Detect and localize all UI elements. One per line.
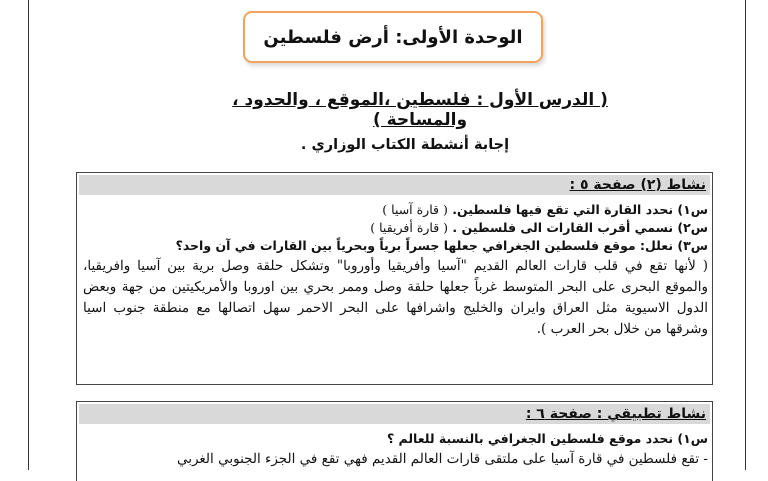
activity2-question-1: س١) نحدد موقع فلسطين الجغرافي بالنسبة للعالم ؟	[386, 431, 708, 446]
question-1	[83, 201, 708, 219]
unit-title-box	[243, 11, 543, 63]
question-2-text: س٢) نسمي أقرب القارات الى فلسطين .	[452, 220, 708, 235]
question-1-text: س١) نحدد القارة التي تقع فيها فلسطين.	[452, 202, 708, 217]
activity-box-1	[76, 172, 713, 385]
unit-title: الوحدة الأولى: أرض فلسطين	[263, 26, 523, 48]
activity-header-1: نشاط (٢) صفحة ٥ :	[79, 175, 710, 195]
lesson-title: ( الدرس الأول : فلسطين ،الموقع ، والحدود ، والمساحة )	[232, 90, 608, 130]
question-2	[83, 219, 708, 237]
page-border-left	[28, 0, 29, 470]
activity-box-2	[76, 401, 713, 481]
activity2-answer-1: - تقع فلسطين في قارة آسيا على ملتقى قارات العالم القديم فهي تقع في الجزء الجنوبي الغربي	[176, 451, 708, 467]
page-border-right	[745, 0, 746, 470]
activity-header-2: نشاط تطبيقي : صفحة ٦ :	[79, 404, 710, 424]
answer-1: ( قارة آسيا )	[382, 202, 448, 217]
subtitle: إجابة أنشطة الكتاب الوزاري .	[300, 137, 510, 153]
answer-2: ( قارة أفريقيا )	[370, 220, 449, 235]
answer-3: ( لأنها تقع في قلب قارات العالم القديم "آسيا وأفريقيا وأوروبا" وتشكل حلقة وصل برية بين آسيا وافريقيا، والموقع البحرى على البحر المتوسط غرباً جعلها حلقة وصل وممر بحري بين اوروبا والأمريكيتين من جهة وبعض الدول الاسيوية مثل العراق وايران والخليج واشرافها على البحر الاحمر سهل اتصالها مع منطقة جنوب اسيا وشرقها من خلال بحر العرب ).	[83, 258, 708, 337]
question-3: س٣) نعلل: موقع فلسطين الجغرافي جعلها جسراً برياً وبحرياً بين القارات في آن واحد؟	[175, 238, 708, 253]
